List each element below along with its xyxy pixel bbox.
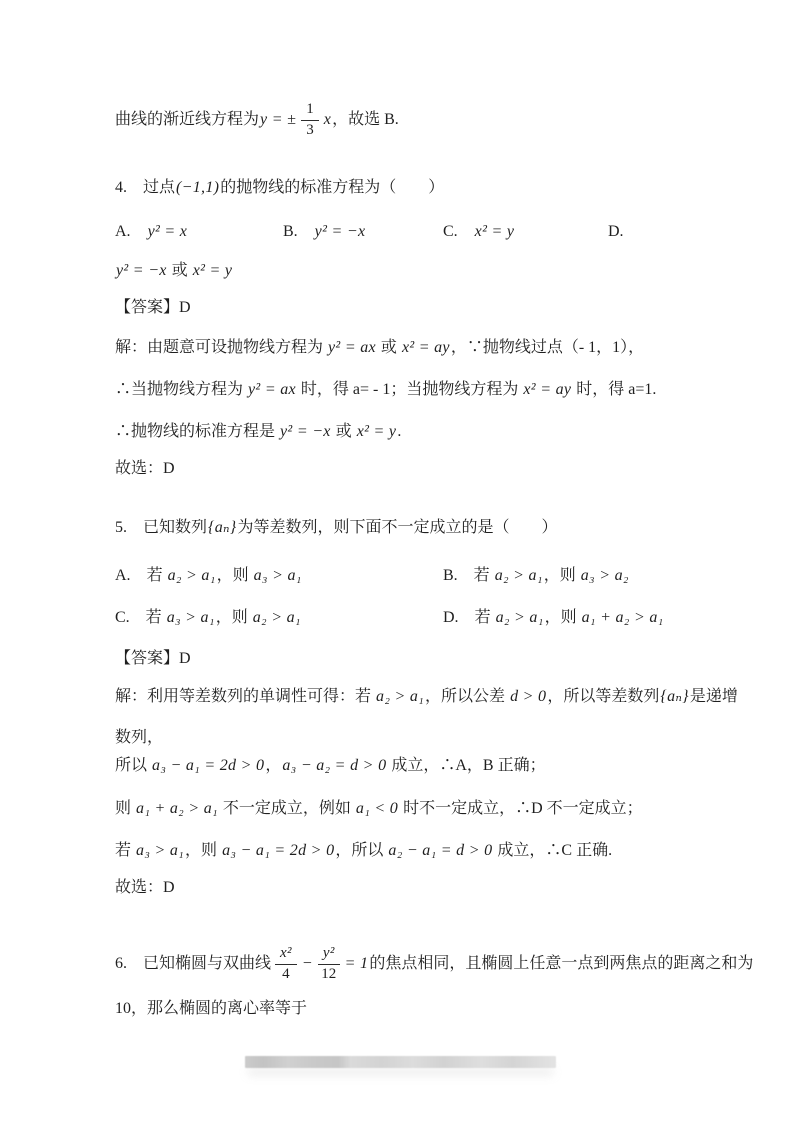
text-segment: 的抛物线的标准方程为（ ） bbox=[220, 179, 445, 196]
question-5-solution-line-2 bbox=[115, 726, 687, 750]
text-segment: 成立，∴C 正确. bbox=[493, 842, 613, 859]
math-segment: a₃ − a₂ = d > 0 bbox=[282, 757, 387, 774]
text-segment: 的焦点相同，且椭圆上任意一点到两焦点的距离之和为 bbox=[369, 955, 754, 972]
text-segment: 或 bbox=[331, 423, 356, 440]
math-segment: y = ± bbox=[260, 111, 297, 128]
option-formula bbox=[474, 567, 630, 584]
option-label: C. bbox=[443, 223, 458, 240]
text-segment: 是递增 bbox=[689, 688, 738, 705]
math-segment: x² = y bbox=[474, 223, 515, 240]
fraction: $\frac{1}{3}$ bbox=[301, 101, 319, 139]
text-segment: 成立，∴A，B 正确； bbox=[387, 757, 546, 774]
option-formula bbox=[314, 223, 367, 240]
math-segment: a₃ > a₂ bbox=[580, 567, 629, 584]
question-5-option-c bbox=[115, 606, 302, 630]
question-4-answer: 【答案】D bbox=[115, 299, 191, 316]
watermark-redaction-bar bbox=[245, 1056, 556, 1068]
question-5-solution-line-5 bbox=[115, 839, 687, 863]
math-segment: = 1 bbox=[344, 955, 369, 972]
question-4-option-d bbox=[608, 220, 640, 244]
math-segment: a₃ > a₁ bbox=[253, 567, 302, 584]
option-label: D. bbox=[443, 609, 459, 626]
question-4-solution-line-1 bbox=[115, 336, 687, 360]
text-segment: 4. 过点 bbox=[115, 179, 176, 196]
math-segment: y² = ax bbox=[328, 339, 376, 356]
text-segment: ，则 bbox=[216, 567, 253, 584]
text-segment: 时，得 a= - 1；当抛物线方程为 bbox=[296, 381, 523, 398]
math-segment: a₂ > a₁ bbox=[495, 609, 544, 626]
text-segment: ，所以公差 bbox=[425, 688, 510, 705]
fraction: $\frac{\text{y²}}{12}$ bbox=[318, 945, 340, 983]
text-segment: ，则 bbox=[543, 567, 580, 584]
text-segment: ，所以等差数列 bbox=[547, 688, 660, 705]
text-segment: ，则 bbox=[185, 842, 222, 859]
option-label: B. bbox=[283, 223, 298, 240]
question-5-option-d bbox=[443, 606, 665, 630]
question-4-option-b bbox=[283, 220, 366, 244]
math-segment: y² = −x bbox=[314, 223, 366, 240]
math-segment: y² = −x bbox=[116, 262, 167, 279]
question-4-title bbox=[115, 176, 687, 200]
question-5-title bbox=[115, 516, 687, 540]
question-3-conclusion-line bbox=[115, 95, 687, 145]
math-segment: x² = ay bbox=[523, 381, 572, 398]
text-segment: 时，得 a=1. bbox=[572, 381, 657, 398]
question-5-answer: 【答案】D bbox=[115, 650, 191, 667]
text-segment: 若 bbox=[146, 567, 167, 584]
text-segment: 不一定成立，例如 bbox=[218, 800, 355, 817]
math-segment: d > 0 bbox=[510, 688, 547, 705]
text-segment: 若 bbox=[473, 567, 494, 584]
math-segment: x² = ay bbox=[401, 339, 450, 356]
question-5-solution-line-3 bbox=[115, 754, 687, 778]
math-segment: a₁ < 0 bbox=[355, 800, 399, 817]
math-segment: a₂ − a₁ = d > 0 bbox=[388, 842, 493, 859]
math-segment: {aₙ} bbox=[660, 688, 689, 705]
math-segment: (−1,1) bbox=[176, 179, 220, 196]
text-segment: 解：由题意可设抛物线方程为 bbox=[115, 339, 328, 356]
text-segment: 若 bbox=[115, 842, 136, 859]
text-segment: 则 bbox=[115, 800, 136, 817]
option-formula bbox=[147, 223, 189, 240]
question-5-solution-line-1 bbox=[115, 685, 738, 709]
text-segment: ∴抛物线的标准方程是 bbox=[115, 423, 280, 440]
math-segment: − bbox=[301, 955, 313, 972]
math-segment: a₁ + a₂ > a₁ bbox=[136, 800, 218, 817]
option-label: B. bbox=[443, 567, 458, 584]
math-segment: x² = y bbox=[192, 262, 233, 279]
text-segment: 或 bbox=[167, 262, 192, 279]
text-segment: 解：利用等差数列的单调性可得：若 bbox=[115, 688, 376, 705]
fraction: $\frac{\text{x²}}{4}$ bbox=[275, 945, 297, 983]
page-content bbox=[115, 0, 754, 1122]
text-segment: 时不一定成立，∴D 不一定成立； bbox=[399, 800, 643, 817]
math-segment: a₁ + a₂ > a₁ bbox=[581, 609, 664, 626]
question-4-solution-line-3 bbox=[115, 420, 687, 444]
text-segment: ，则 bbox=[544, 609, 581, 626]
option-formula bbox=[147, 567, 303, 584]
text-segment: 所以 bbox=[115, 757, 152, 774]
math-segment: {aₙ} bbox=[208, 519, 237, 536]
question-4-option-c bbox=[443, 220, 515, 244]
text-segment: 若 bbox=[474, 609, 495, 626]
math-segment: a₃ > a₁ bbox=[136, 842, 185, 859]
math-segment: a₃ − a₁ = 2d > 0 bbox=[222, 842, 335, 859]
text-segment: 曲线的渐近线方程为 bbox=[115, 111, 260, 128]
question-4-conclusion: 故选：D bbox=[115, 460, 175, 477]
math-segment: a₂ > a₁ bbox=[494, 567, 543, 584]
question-4-option-d-continued bbox=[115, 259, 687, 283]
math-segment: a₃ − a₁ = 2d > 0 bbox=[152, 757, 265, 774]
text-segment: 或 bbox=[376, 339, 401, 356]
math-segment: x² = y bbox=[356, 423, 397, 440]
math-segment: a₂ > a₁ bbox=[252, 609, 301, 626]
text-segment: ，故选 B. bbox=[332, 111, 399, 128]
math-segment: x bbox=[323, 111, 332, 128]
question-4-solution-line-2 bbox=[115, 378, 687, 402]
text-segment: ，所以 bbox=[335, 842, 388, 859]
text-segment: 6. 已知椭圆与双曲线 bbox=[115, 955, 272, 972]
text-segment: 为等差数列，则下面不一定成立的是（ ） bbox=[237, 519, 558, 536]
math-segment: a₃ > a₁ bbox=[166, 609, 215, 626]
text-segment: . bbox=[397, 423, 402, 440]
question-5-solution-line-4 bbox=[115, 797, 687, 821]
text-segment: ∴当抛物线方程为 bbox=[115, 381, 248, 398]
question-5-option-a bbox=[115, 564, 303, 588]
math-segment: y² = −x bbox=[280, 423, 331, 440]
math-segment: y² = ax bbox=[248, 381, 296, 398]
option-label: D. bbox=[608, 223, 624, 240]
option-label: A. bbox=[115, 567, 131, 584]
math-segment: a₂ > a₁ bbox=[167, 567, 216, 584]
text-segment: 5. 已知数列 bbox=[115, 519, 208, 536]
text-segment: ，∵抛物线过点（- 1，1）， bbox=[450, 339, 645, 356]
question-5-option-b bbox=[443, 564, 630, 588]
option-label: C. bbox=[115, 609, 130, 626]
option-formula bbox=[475, 609, 665, 626]
question-4-option-a bbox=[115, 220, 188, 244]
question-6-title bbox=[115, 932, 754, 996]
question-6-title-line-2 bbox=[115, 997, 687, 1021]
text-segment: 数列， bbox=[115, 729, 164, 746]
math-segment: y² = x bbox=[147, 223, 188, 240]
text-segment: ， bbox=[265, 757, 282, 774]
option-formula bbox=[474, 223, 516, 240]
text-segment: ，则 bbox=[215, 609, 252, 626]
text-segment: 10，那么椭圆的离心率等于 bbox=[115, 1000, 308, 1017]
question-5-conclusion: 故选：D bbox=[115, 879, 175, 896]
text-segment: 若 bbox=[145, 609, 166, 626]
option-label: A. bbox=[115, 223, 131, 240]
math-segment: a₂ > a₁ bbox=[376, 688, 425, 705]
option-formula bbox=[146, 609, 302, 626]
